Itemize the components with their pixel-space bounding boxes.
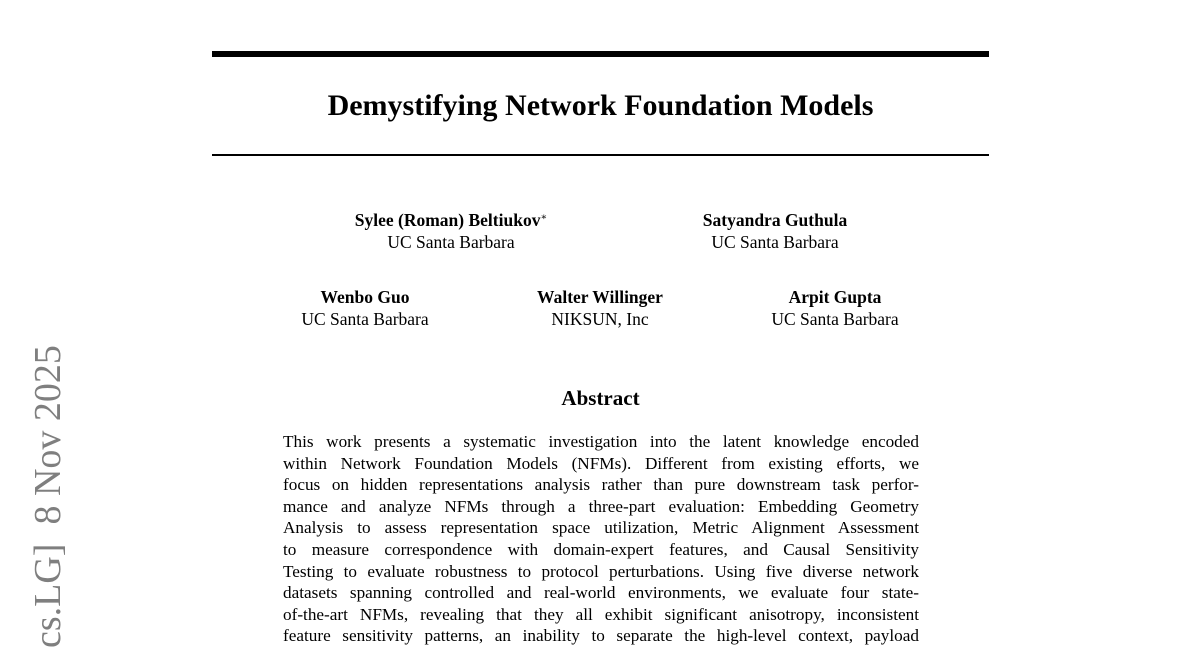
title-bottom-rule — [212, 154, 989, 156]
arxiv-category: cs.LG] — [27, 543, 69, 648]
abstract-line: of-the-art NFMs, revealing that they all exhibit significant anisotropy, inconsistent — [283, 604, 919, 624]
author-block — [331, 209, 571, 253]
abstract-line: mance and analyze NFMs through a three-part evaluation: Embedding Geometry — [283, 496, 919, 516]
author-block — [245, 286, 485, 330]
author-affiliation: NIKSUN, Inc — [551, 309, 649, 329]
author-block — [655, 209, 895, 253]
author-name: Wenbo Guo — [320, 287, 410, 307]
author-block — [715, 286, 955, 330]
abstract-line: feature sensitivity patterns, an inability to separate the high-level context, payload — [283, 626, 919, 646]
author-affiliation: UC Santa Barbara — [711, 232, 839, 252]
title-top-rule — [212, 51, 989, 57]
author-affiliation: UC Santa Barbara — [771, 309, 899, 329]
paper-title: Demystifying Network Foundation Models — [327, 89, 874, 122]
abstract-line: Testing to evaluate robustness to protocol perturbations. Using five diverse network — [283, 561, 919, 581]
abstract-line: to measure correspondence with domain-expert features, and Causal Sensitivity — [283, 539, 919, 559]
abstract-line: Analysis to assess representation space utilization, Metric Alignment Assessment — [283, 518, 919, 538]
author-footnote-mark: ∗ — [540, 212, 548, 223]
author-block — [480, 286, 720, 330]
author-affiliation: UC Santa Barbara — [387, 232, 515, 252]
abstract-line: focus on hidden representations analysis rather than pure downstream task perfor- — [283, 475, 919, 495]
abstract-body — [283, 431, 919, 647]
author-name: Arpit Gupta — [788, 287, 882, 307]
arxiv-side-stamp — [28, 345, 68, 648]
abstract-heading: Abstract — [561, 386, 640, 410]
author-name: Sylee (Roman) Beltiukov∗ — [354, 210, 548, 230]
abstract-line: datasets spanning controlled and real-world environments, we evaluate four state- — [283, 583, 919, 603]
author-name: Walter Willinger — [537, 287, 663, 307]
abstract-line: within Network Foundation Models (NFMs). Different from existing efforts, we — [283, 453, 919, 473]
abstract-line: This work presents a systematic investigation into the latent knowledge encoded — [283, 432, 919, 451]
author-name: Satyandra Guthula — [702, 210, 848, 230]
arxiv-date: 8 Nov 2025 — [27, 345, 69, 525]
author-affiliation: UC Santa Barbara — [301, 309, 429, 329]
